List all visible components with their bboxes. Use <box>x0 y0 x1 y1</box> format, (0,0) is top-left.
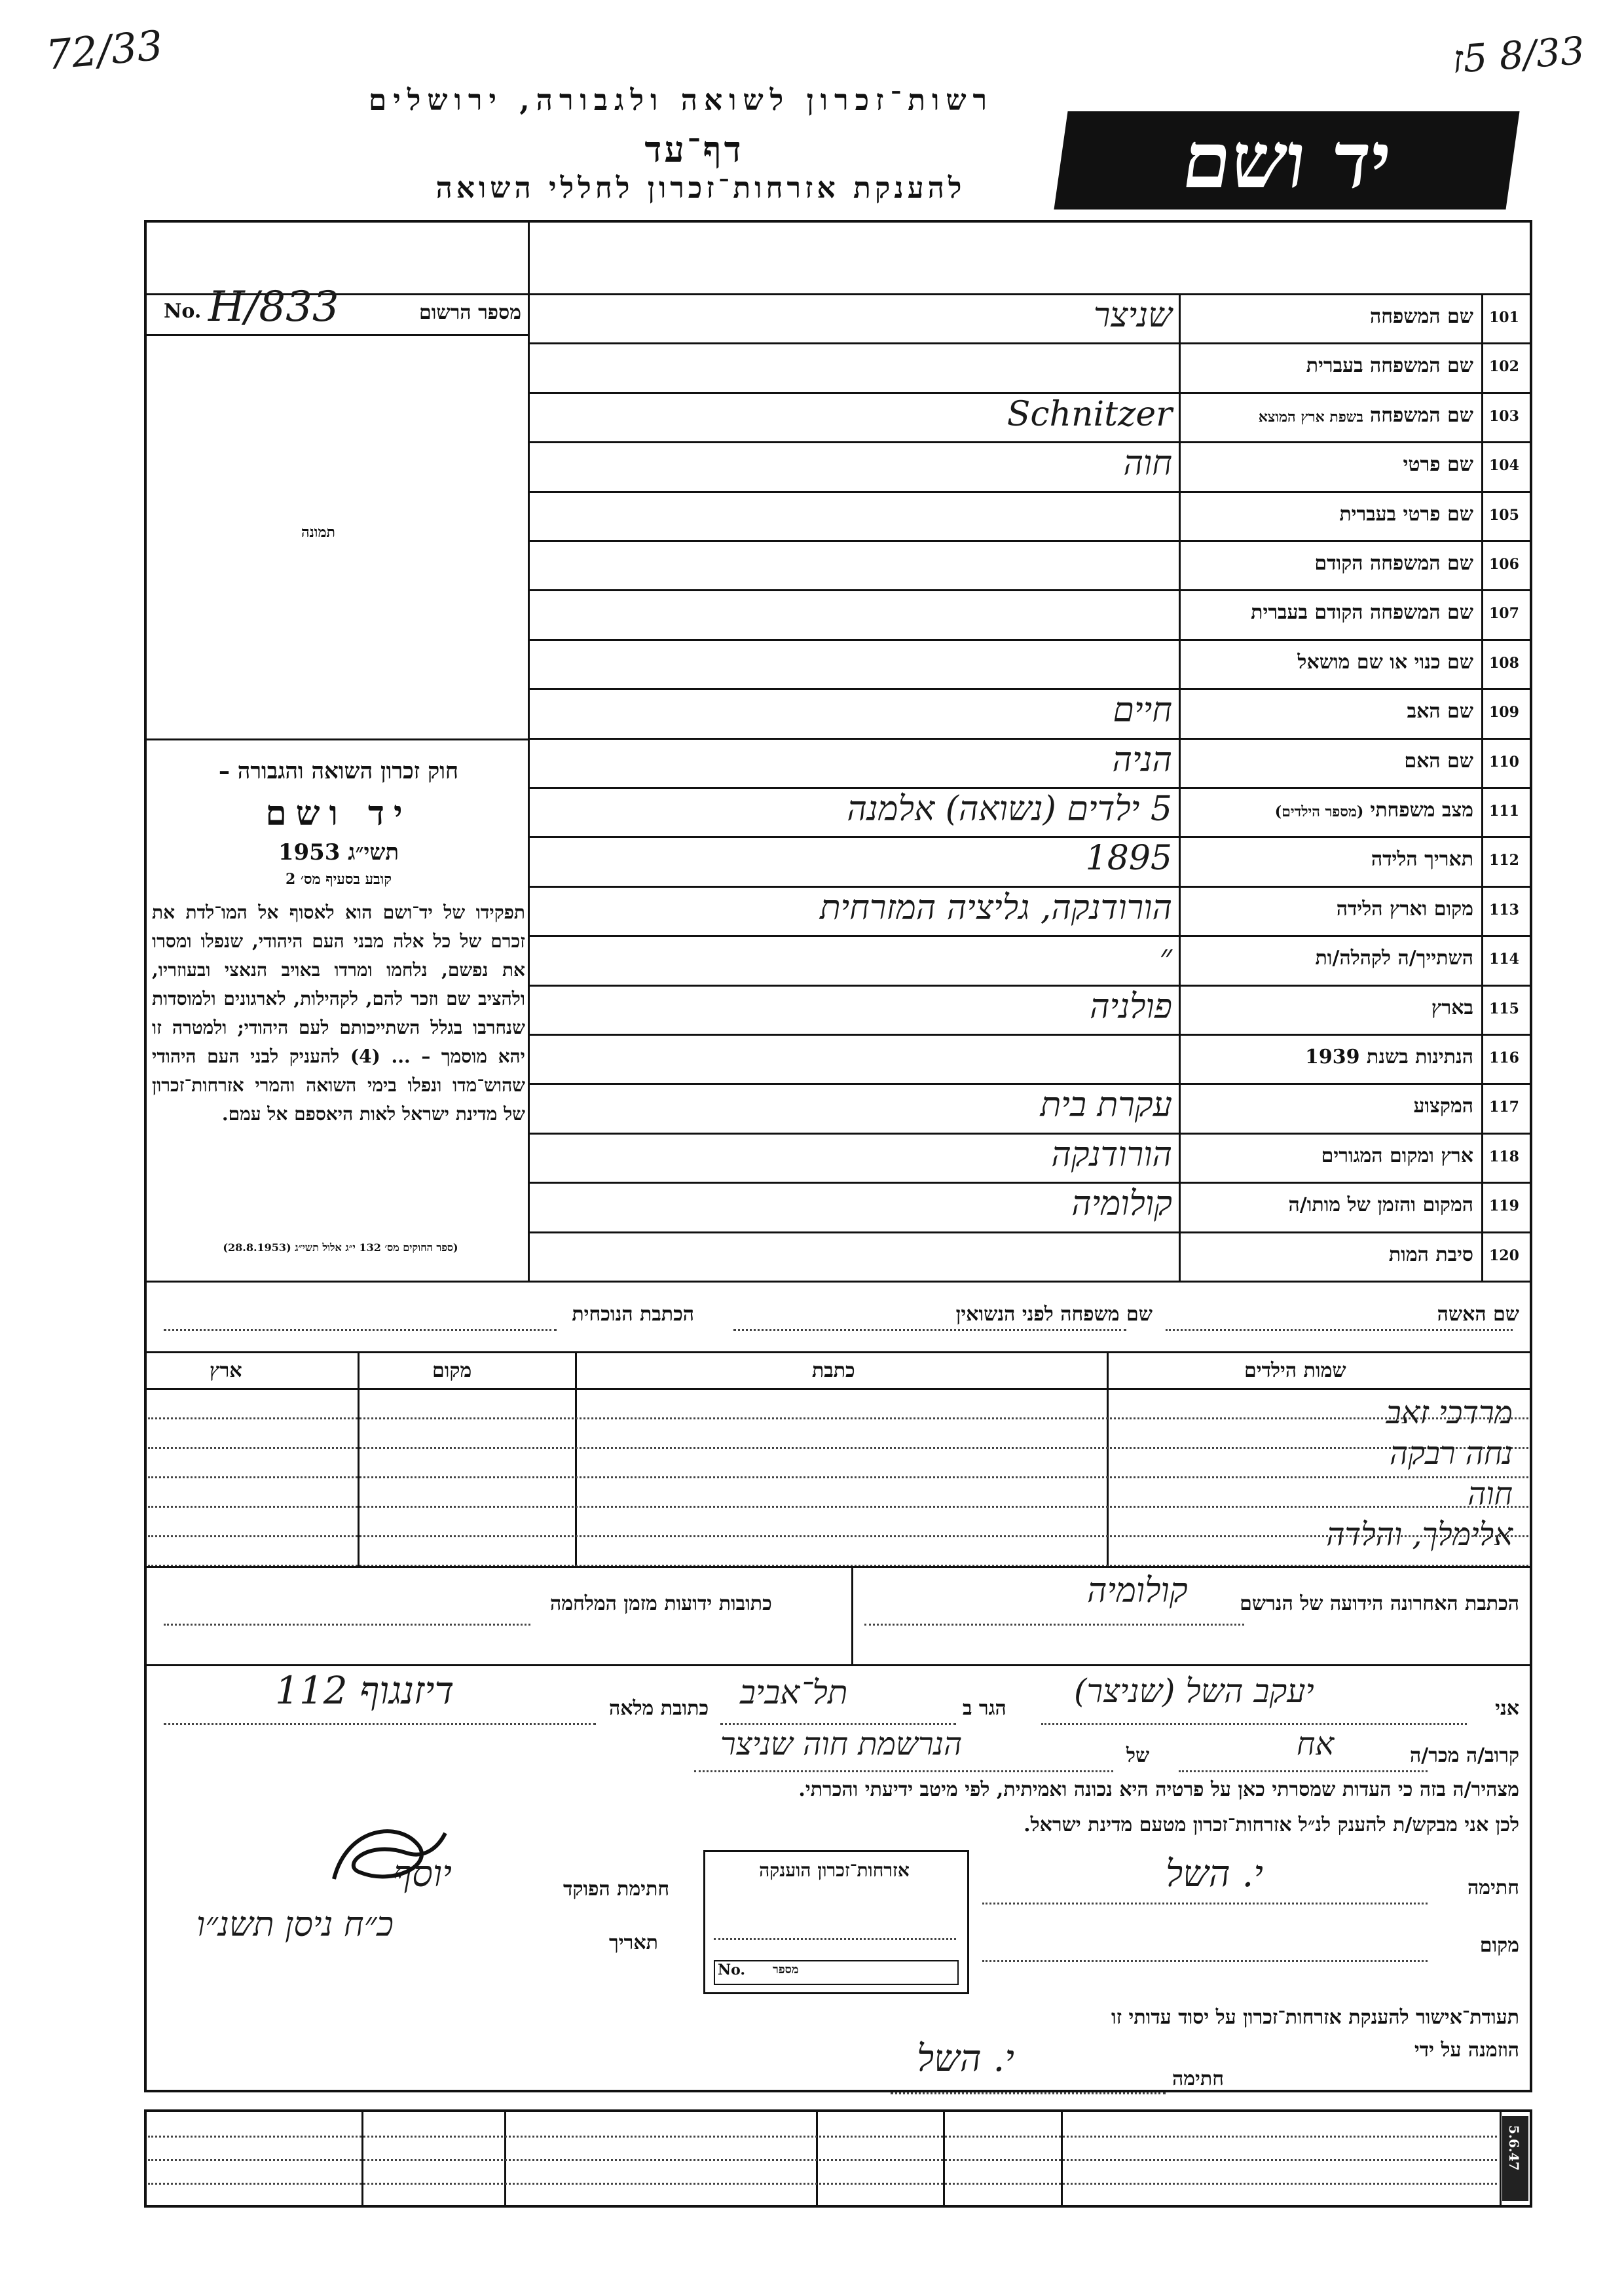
children-header-country: ארץ <box>210 1359 242 1382</box>
reference-number-top-left: 72/33 <box>44 21 165 79</box>
field-row-divider <box>528 1034 1531 1036</box>
reference-number-top-right: 8/33 5ז <box>1451 28 1587 82</box>
field-row-divider <box>528 738 1531 740</box>
field-number: 102 <box>1489 358 1519 376</box>
relation-label: קרוב/ה מכר/ה <box>1410 1744 1519 1767</box>
field-value[interactable]: הורודנקה, גליציה המזרחית <box>819 888 1172 928</box>
current-address-label: הכתבת הנוכחית <box>572 1303 694 1326</box>
field-row-divider <box>528 1083 1531 1085</box>
certificate-signature-line[interactable] <box>891 2092 1166 2094</box>
stamp-title: אזרחות־זכרון הוענקה <box>759 1859 910 1881</box>
field-row-divider <box>528 392 1531 394</box>
children-row-line <box>148 1506 1528 1508</box>
field-number: 101 <box>1489 309 1519 326</box>
field-row-divider <box>528 1182 1531 1184</box>
date-value: כ״ח ניסן תשנ״ו <box>196 1905 394 1944</box>
law-footnote: (ספר החוקים מס׳ 132 י״ג אלול תשי״ג (28.8.1953) <box>223 1241 458 1254</box>
field-row-divider <box>528 886 1531 888</box>
field-number: 116 <box>1489 1049 1519 1066</box>
field-label: המקצוע <box>1413 1095 1473 1118</box>
field-label: מקום וארץ הלידה <box>1336 897 1473 920</box>
divider <box>528 220 530 1281</box>
field-label: שם פרטי בעברית <box>1339 502 1473 526</box>
divider <box>1107 1351 1109 1566</box>
divider <box>361 2109 363 2208</box>
divider <box>148 2183 1497 2185</box>
field-row-divider <box>528 589 1531 591</box>
signature-label: חתימה <box>1467 1876 1519 1899</box>
field-number: 114 <box>1489 951 1519 968</box>
stamp-number-label: מספר <box>773 1963 799 1977</box>
of-label: של <box>1126 1744 1150 1767</box>
divider <box>145 1388 1531 1390</box>
organization-name: רשות־זכרון לשואה ולגבורה, ירושלים <box>368 84 994 117</box>
field-row-divider <box>528 688 1531 690</box>
field-label: שם המשפחה הקודם <box>1314 552 1473 575</box>
certificate-signature-value: י. השל <box>917 2037 1014 2080</box>
field-number: 103 <box>1489 407 1519 425</box>
divider <box>1061 2109 1063 2208</box>
field-label: בארץ <box>1431 996 1473 1019</box>
office-use-grid <box>144 2109 1532 2208</box>
field-number: 113 <box>1489 901 1519 919</box>
full-address-label: כתובת מלאה <box>609 1697 709 1720</box>
field-value[interactable]: קולומיה <box>1071 1184 1172 1224</box>
field-row-divider <box>528 441 1531 443</box>
form-title: דף־עד <box>644 128 744 170</box>
divider <box>575 1351 577 1566</box>
divider <box>851 1566 853 1664</box>
divider <box>148 2159 1497 2161</box>
field-number: 109 <box>1489 704 1519 721</box>
field-label: סיבת המות <box>1388 1243 1473 1266</box>
field-value[interactable]: שניצר <box>1093 296 1172 335</box>
declarant-i-label: אני <box>1495 1697 1519 1720</box>
children-header-place: מקום <box>432 1359 472 1382</box>
form-subtitle: להענקת אזרחות־זכרון לחללי השואה <box>435 172 966 205</box>
yad-vashem-logo: יד ושם <box>1054 111 1519 210</box>
law-name: יד ושם <box>265 793 412 833</box>
law-clause: קובע בסעיף מס׳ 2 <box>285 871 392 888</box>
law-body: תפקידו של יד־ושם הוא לאסוף אל המו־לדת את זכרם של כל אלה מבני העם היהודי, שנפלו ומסרו את נפשם, נלחמו ומרדו באויב הנאצי ובעוזריו, ולהציב שם וזכר להם, לקהילות, לארגונים ולמוסדות שנחרבו בגלל השתייכותם לעם היהודי; ולמטרה זו יהא מוסמך – ... (4) להעניק לבני העם היהודי שהוש־מדו ונפלו בימי השואה והמרי אזרחות־זכרון של מדינת ישראל לאות היאספם אל עמם. <box>152 902 525 1125</box>
field-row-divider <box>528 836 1531 838</box>
field-label: ארץ ומקום המגורים <box>1321 1144 1473 1167</box>
field-value[interactable]: Schnitzer <box>1006 394 1172 434</box>
field-label: הנתינות בשנת 1939 <box>1304 1046 1473 1068</box>
wife-name-line[interactable] <box>1166 1329 1513 1331</box>
stamp-line <box>714 1938 956 1940</box>
field-label-main: שם המשפחה <box>1369 403 1473 427</box>
field-label: שם פרטי <box>1403 453 1473 477</box>
field-row-divider <box>528 491 1531 493</box>
stamp-number-box <box>714 1960 959 1985</box>
field-label <box>1259 404 1473 427</box>
wartime-addresses-line[interactable] <box>164 1624 530 1626</box>
place-label: מקום <box>1479 1934 1519 1957</box>
field-number: 112 <box>1489 852 1519 869</box>
field-value[interactable]: הורודנקה <box>1051 1135 1172 1175</box>
certificate-line-2: הוזמנה על ידי <box>1414 2039 1519 2062</box>
declaration-statement: מצהיר/ה בזה כי העדות שמסרתי כאן על פרטיה היא נכונה ואמיתית, לפי מיטב ידיעתי והכרתי. <box>798 1778 1519 1801</box>
official-signature-scribble <box>321 1820 452 1899</box>
field-label <box>1275 799 1473 822</box>
official-signature-value: יוסף <box>393 1853 452 1895</box>
field-value[interactable]: חוה <box>1123 444 1172 484</box>
field-label: שם האב <box>1407 700 1473 723</box>
divider <box>148 2136 1497 2138</box>
of-line[interactable] <box>694 1770 1113 1772</box>
field-number: 115 <box>1489 1000 1519 1017</box>
field-number: 119 <box>1489 1197 1519 1215</box>
law-year: תשי״ג 1953 <box>278 839 399 866</box>
signature-value: י. השל <box>1166 1853 1263 1895</box>
current-address-line[interactable] <box>164 1329 557 1331</box>
last-known-address-label: הכתבת האחרונה הידועה של הנרשם <box>1240 1592 1519 1615</box>
relation-value: אח <box>1297 1726 1335 1762</box>
maiden-name-label: שם משפחה לפני הנשואין <box>955 1303 1153 1326</box>
child-name: מרדכי זאב <box>1386 1394 1513 1431</box>
field-value[interactable]: חיים <box>1113 691 1172 731</box>
divider <box>145 293 1531 295</box>
field-row-divider <box>528 540 1531 542</box>
field-row-divider <box>528 639 1531 641</box>
field-number: 107 <box>1489 605 1519 623</box>
field-number: 108 <box>1489 654 1519 672</box>
field-number: 105 <box>1489 506 1519 524</box>
field-label: שם המשפחה בעברית <box>1306 354 1473 378</box>
field-label: המקום והזמן של מותו/ה <box>1288 1194 1473 1217</box>
field-row-divider <box>528 985 1531 987</box>
declaration-request: לכן אני מבקש/ת להענק לנ״ל אזרחות־זכרון מטעם מדינת ישראל. <box>1024 1813 1519 1836</box>
field-label: שם המשפחה הקודם בעברית <box>1251 601 1473 625</box>
field-row-divider <box>528 787 1531 789</box>
divider <box>145 334 528 336</box>
of-value: הנרשמת חוה שניצר <box>720 1726 963 1762</box>
field-value[interactable]: 5 ילדים (נשואה) אלמנה <box>847 790 1172 829</box>
child-name: אלימלך, והלדה <box>1326 1516 1513 1553</box>
children-row-line <box>148 1535 1528 1537</box>
law-heading: חוק זכרון השואה והגבורה – <box>218 758 459 784</box>
field-value[interactable]: ״ <box>1159 938 1172 977</box>
certificate-line-1: תעודת־אישור להענקת אזרחות־זכרון על יסוד עדותי זו <box>1111 2006 1519 2029</box>
field-number: 118 <box>1489 1148 1519 1165</box>
photo-placeholder <box>157 340 517 727</box>
divider <box>145 1664 1531 1666</box>
divider <box>504 2109 506 2208</box>
registry-no-label: No. <box>164 300 202 323</box>
field-label-note: בשפת ארץ המוצא <box>1258 408 1363 426</box>
last-known-address-value: קולומיה <box>1087 1571 1188 1611</box>
certificate-signature-label: חתימה <box>1172 2068 1224 2090</box>
field-label-note: (מספר הילדים) <box>1274 803 1364 820</box>
field-label: שם כנוי או שם מושאל <box>1297 650 1473 674</box>
divider <box>1500 2109 1502 2208</box>
wartime-addresses-label: כתובות ידועות מזמן המלחמה <box>550 1592 772 1615</box>
field-number: 120 <box>1489 1247 1519 1264</box>
divider <box>358 1351 360 1566</box>
children-row-line <box>148 1447 1528 1449</box>
field-row-divider <box>528 342 1531 344</box>
children-row-line <box>148 1417 1528 1419</box>
last-known-address-line[interactable] <box>864 1624 1244 1626</box>
field-label: שם האם <box>1404 749 1473 773</box>
registry-no-value: H/833 <box>208 283 339 331</box>
divider <box>145 1566 1531 1568</box>
declarant-name-line[interactable] <box>1041 1723 1467 1725</box>
field-row-divider <box>528 1231 1531 1233</box>
field-row-divider <box>528 1133 1531 1135</box>
photo-label: תמונה <box>301 524 335 541</box>
declarant-city-line[interactable] <box>720 1723 956 1725</box>
field-number: 104 <box>1489 457 1519 475</box>
signature-line[interactable] <box>982 1903 1428 1904</box>
field-number: 117 <box>1489 1099 1519 1116</box>
child-name: נחה רבקה <box>1390 1435 1513 1472</box>
children-header-address: כתבת <box>812 1359 855 1382</box>
wife-name-label: שם האשה <box>1437 1303 1519 1326</box>
side-code: 5.6.47 <box>1506 2125 1522 2171</box>
children-row-line <box>148 1476 1528 1478</box>
divider <box>816 2109 818 2208</box>
divider <box>145 1351 1531 1353</box>
field-value[interactable]: 1895 <box>1085 839 1172 879</box>
field-number: 111 <box>1489 803 1519 820</box>
declarant-city: תל־אביב <box>740 1673 848 1711</box>
children-header-names: שמות הילדים <box>1244 1359 1346 1382</box>
maiden-name-line[interactable] <box>733 1329 1126 1331</box>
field-label: תאריך הלידה <box>1371 848 1473 871</box>
registry-label: מספר הרשום <box>419 301 521 324</box>
child-name: חוה <box>1467 1476 1513 1512</box>
stamp-no-label: No. <box>718 1961 746 1978</box>
field-number: 110 <box>1489 753 1519 771</box>
resides-label: הגר ב <box>963 1697 1006 1720</box>
field-value[interactable]: הניה <box>1112 740 1172 780</box>
field-label: השתייך/ה לקהלה/ות <box>1315 947 1473 970</box>
declarant-name: יעקב השל (שניצר) <box>1074 1672 1314 1710</box>
field-number: 106 <box>1489 556 1519 573</box>
date-label: תאריך <box>609 1931 658 1954</box>
field-row-divider <box>528 935 1531 937</box>
divider <box>145 738 528 740</box>
divider <box>943 2109 945 2208</box>
full-address-value: דיזנגוף 112 <box>275 1668 454 1713</box>
field-value[interactable]: פולניה <box>1090 987 1172 1027</box>
place-line[interactable] <box>982 1960 1428 1962</box>
divider <box>145 1281 1531 1283</box>
field-label: שם המשפחה <box>1369 305 1473 328</box>
relation-line[interactable] <box>1179 1770 1428 1772</box>
field-label-main: מצב משפחתי <box>1370 799 1473 822</box>
official-signature-label: חתימת הפוקד <box>563 1878 670 1901</box>
full-address-line[interactable] <box>164 1723 596 1725</box>
field-value[interactable]: עקרת בית <box>1040 1085 1172 1125</box>
